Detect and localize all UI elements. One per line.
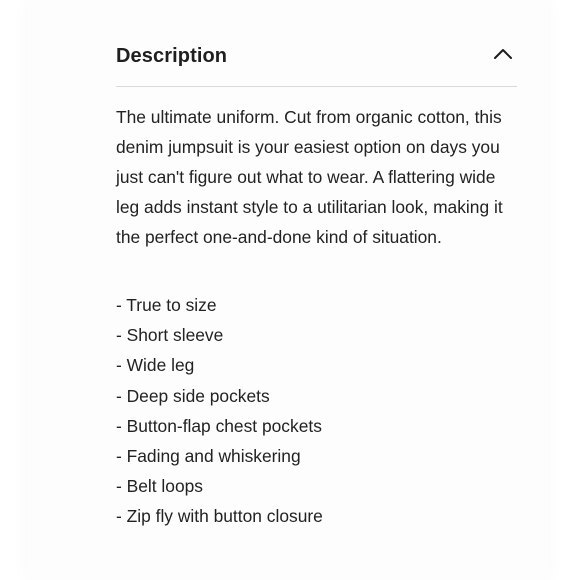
chevron-up-icon[interactable] (493, 44, 513, 64)
list-item: - Short sleeve (116, 325, 224, 346)
list-item: - Belt loops (116, 476, 203, 497)
description-title: Description (116, 44, 228, 67)
description-body (116, 87, 517, 532)
description-paragraph: The ultimate uniform. Cut from organic cotton, this denim jumpsuit is your easiest option on days you just can't figure out what to wear. A flattering wide leg adds instant style to a utilitarian look, making it the perfect one-and-done kind of situation. (116, 107, 503, 247)
description-accordion-header[interactable] (116, 30, 517, 87)
list-item: - Wide leg (116, 355, 195, 376)
list-item: - Fading and whiskering (116, 446, 301, 467)
list-item: - True to size (116, 295, 217, 315)
list-item: - Zip fly with button closure (116, 506, 323, 527)
list-item: - Button-flap chest pockets (116, 415, 322, 436)
description-accordion (116, 30, 517, 532)
list-item: - Deep side pockets (116, 385, 270, 406)
feature-list (116, 290, 517, 532)
